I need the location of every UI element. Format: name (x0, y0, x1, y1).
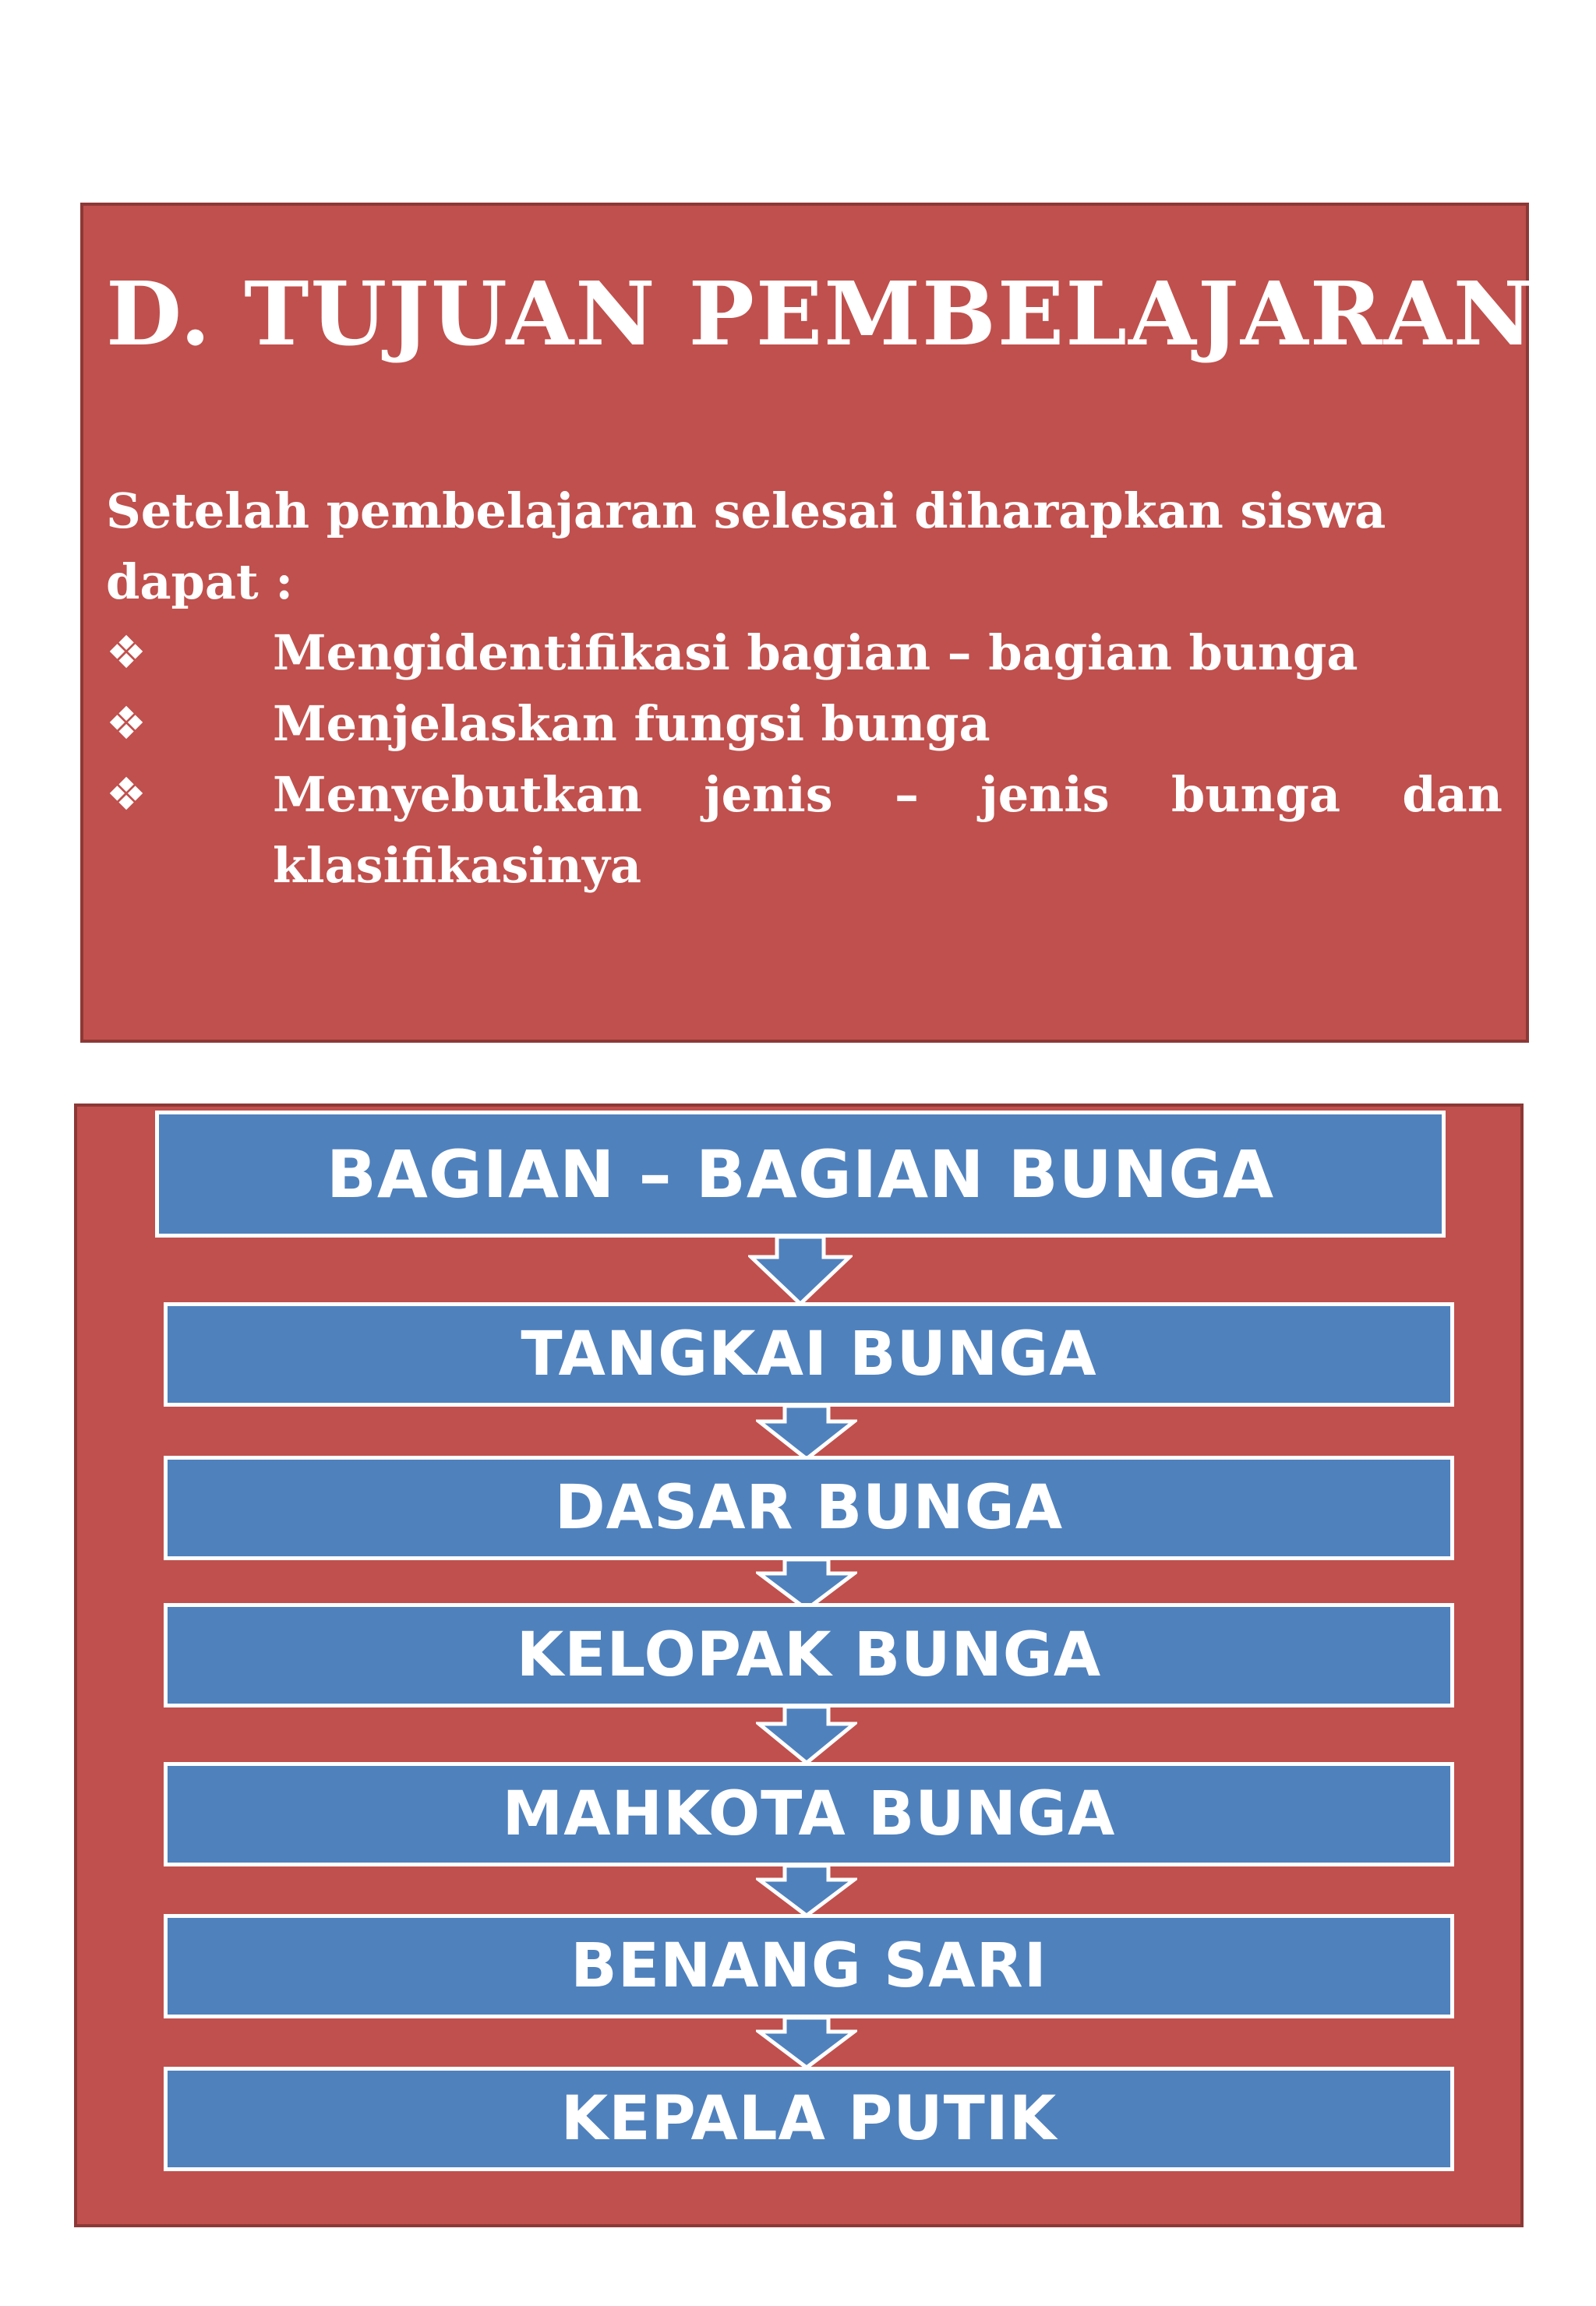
diamond-bullet-icon: ❖ (106, 697, 147, 750)
down-arrow-icon (756, 2016, 857, 2071)
flow-step-box: MAHKOTA BUNGA (164, 1762, 1454, 1866)
objective-item (106, 617, 1502, 688)
objective-item (106, 688, 1502, 759)
diamond-bullet-icon: ❖ (106, 768, 147, 821)
flow-step-box: KELOPAK BUNGA (164, 1603, 1454, 1707)
flow-step-box: KEPALA PUTIK (164, 2067, 1454, 2171)
down-arrow-icon (756, 1864, 857, 1919)
objective-item (106, 759, 1502, 901)
objectives-list (106, 617, 1502, 901)
objective-text: Menjelaskan fungsi bunga (273, 695, 990, 752)
flow-step-box: TANGKAI BUNGA (164, 1302, 1454, 1407)
objective-text: Menyebutkan jenis – jenis bunga dan klasifikasinya (273, 766, 1502, 894)
objective-text: Mengidentifikasi bagian – bagian bunga (273, 624, 1358, 681)
down-arrow-icon (756, 1705, 857, 1766)
objectives-intro: Setelah pembelajaran selesai diharapkan siswa dapat : (106, 482, 1386, 610)
down-arrow-icon (748, 1235, 853, 1307)
diamond-bullet-icon: ❖ (106, 626, 147, 679)
section-title: D. TUJUAN PEMBELAJARAN (106, 263, 1535, 365)
flow-step-box: BENANG SARI (164, 1914, 1454, 2018)
flow-step-box: DASAR BUNGA (164, 1456, 1454, 1560)
flow-header-box: BAGIAN – BAGIAN BUNGA (155, 1111, 1446, 1238)
down-arrow-icon (756, 1404, 857, 1462)
